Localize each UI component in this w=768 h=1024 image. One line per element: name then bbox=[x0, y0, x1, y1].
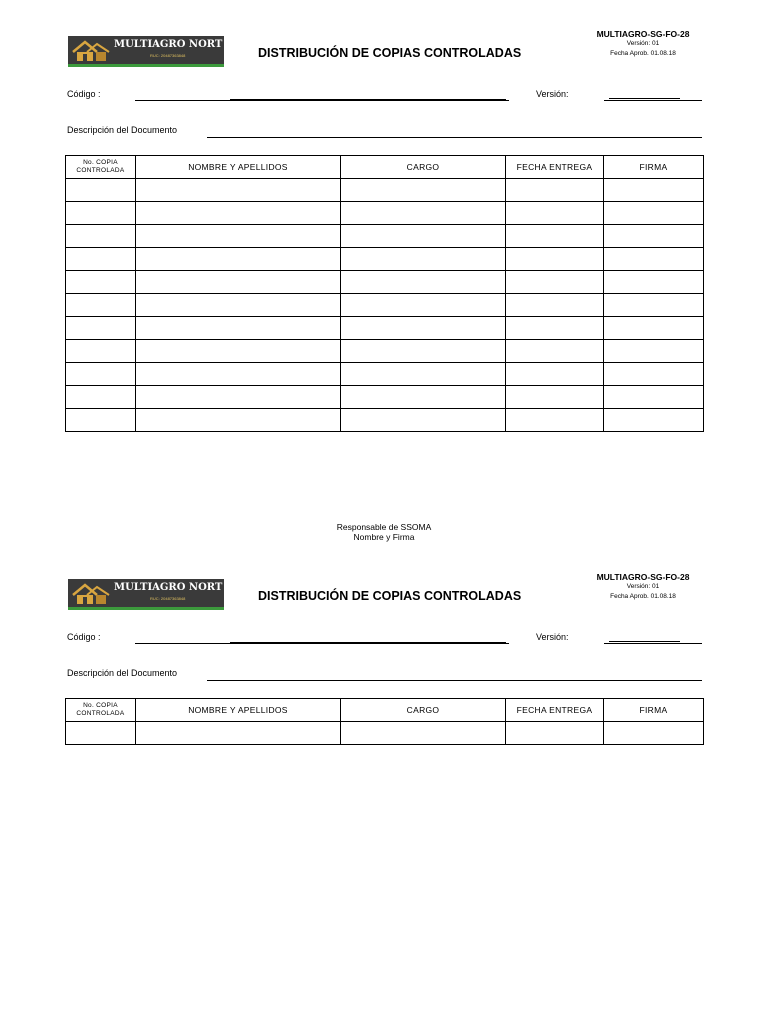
cell-fecha-entrega[interactable] bbox=[506, 386, 604, 409]
cell-fecha-entrega[interactable] bbox=[506, 179, 604, 202]
document-code: MULTIAGRO-SG-FO-28 bbox=[596, 29, 690, 39]
codigo-field-line[interactable] bbox=[135, 100, 509, 101]
cell-cargo[interactable] bbox=[341, 271, 506, 294]
cell-firma[interactable] bbox=[604, 317, 704, 340]
cell-no-copia[interactable] bbox=[66, 202, 136, 225]
cell-nombre[interactable] bbox=[136, 248, 341, 271]
logo-brand-name: MULTIAGRO NORT E.I.R.L. bbox=[114, 582, 255, 593]
table-row bbox=[66, 179, 704, 202]
cell-firma[interactable] bbox=[604, 202, 704, 225]
cell-no-copia[interactable] bbox=[66, 722, 136, 745]
header-nombre: NOMBRE Y APELLIDOS bbox=[136, 156, 341, 179]
cell-firma[interactable] bbox=[604, 248, 704, 271]
cell-nombre[interactable] bbox=[136, 202, 341, 225]
cell-firma[interactable] bbox=[604, 225, 704, 248]
cell-fecha-entrega[interactable] bbox=[506, 202, 604, 225]
table-row bbox=[66, 340, 704, 363]
codigo-label: Código : bbox=[67, 89, 101, 99]
codigo-field-underline bbox=[230, 642, 506, 643]
cell-fecha-entrega[interactable] bbox=[506, 248, 604, 271]
cell-firma[interactable] bbox=[604, 363, 704, 386]
cell-firma[interactable] bbox=[604, 294, 704, 317]
responsible-title: Responsable de SSOMA bbox=[336, 522, 432, 532]
cell-fecha-entrega[interactable] bbox=[506, 722, 604, 745]
cell-cargo[interactable] bbox=[341, 340, 506, 363]
cell-no-copia[interactable] bbox=[66, 409, 136, 432]
cell-no-copia[interactable] bbox=[66, 340, 136, 363]
cell-nombre[interactable] bbox=[136, 294, 341, 317]
cell-no-copia[interactable] bbox=[66, 225, 136, 248]
table-row bbox=[66, 248, 704, 271]
logo-ruc: RUC: 20487363848 bbox=[150, 596, 186, 601]
cell-cargo[interactable] bbox=[341, 722, 506, 745]
distribution-table bbox=[65, 698, 704, 745]
responsible-signature bbox=[284, 522, 484, 542]
header-firma: FIRMA bbox=[604, 156, 704, 179]
cell-cargo[interactable] bbox=[341, 363, 506, 386]
table-row bbox=[66, 386, 704, 409]
table-row bbox=[66, 294, 704, 317]
form-title: DISTRIBUCIÓN DE COPIAS CONTROLADAS bbox=[258, 46, 522, 60]
codigo-field-underline bbox=[230, 99, 506, 100]
cell-nombre[interactable] bbox=[136, 225, 341, 248]
descripcion-label: Descripción del Documento bbox=[67, 125, 178, 135]
version-field-line[interactable] bbox=[604, 643, 702, 644]
cell-cargo[interactable] bbox=[341, 409, 506, 432]
cell-fecha-entrega[interactable] bbox=[506, 271, 604, 294]
version-field-line[interactable] bbox=[604, 100, 702, 101]
descripcion-field-line[interactable] bbox=[207, 680, 702, 681]
cell-cargo[interactable] bbox=[341, 386, 506, 409]
header-no-copia: No. COPIA CONTROLADA bbox=[66, 156, 136, 179]
header-cargo: CARGO bbox=[341, 699, 506, 722]
table-row bbox=[66, 202, 704, 225]
approval-date: Fecha Aprob. 01.08.18 bbox=[610, 593, 676, 600]
cell-cargo[interactable] bbox=[341, 317, 506, 340]
header-cargo: CARGO bbox=[341, 156, 506, 179]
cell-nombre[interactable] bbox=[136, 340, 341, 363]
header-firma: FIRMA bbox=[604, 699, 704, 722]
cell-nombre[interactable] bbox=[136, 722, 341, 745]
cell-fecha-entrega[interactable] bbox=[506, 294, 604, 317]
cell-nombre[interactable] bbox=[136, 179, 341, 202]
codigo-label: Código : bbox=[67, 632, 101, 642]
table-row bbox=[66, 722, 704, 745]
cell-cargo[interactable] bbox=[341, 294, 506, 317]
version-field-underline bbox=[609, 98, 680, 99]
table-header-row bbox=[66, 156, 704, 179]
cell-firma[interactable] bbox=[604, 722, 704, 745]
version-info: Versión: 01 bbox=[626, 40, 660, 47]
cell-no-copia[interactable] bbox=[66, 386, 136, 409]
cell-no-copia[interactable] bbox=[66, 271, 136, 294]
table-row bbox=[66, 363, 704, 386]
cell-fecha-entrega[interactable] bbox=[506, 317, 604, 340]
table-header-row bbox=[66, 699, 704, 722]
logo-ruc: RUC: 20487363848 bbox=[150, 53, 186, 58]
cell-fecha-entrega[interactable] bbox=[506, 409, 604, 432]
cell-firma[interactable] bbox=[604, 179, 704, 202]
cell-no-copia[interactable] bbox=[66, 179, 136, 202]
company-logo bbox=[68, 36, 255, 67]
distribution-table bbox=[65, 155, 704, 432]
cell-fecha-entrega[interactable] bbox=[506, 225, 604, 248]
cell-no-copia[interactable] bbox=[66, 363, 136, 386]
table-row bbox=[66, 317, 704, 340]
logo-brand-name: MULTIAGRO NORT E.I.R.L. bbox=[114, 39, 255, 50]
descripcion-field-line[interactable] bbox=[207, 137, 702, 138]
cell-fecha-entrega[interactable] bbox=[506, 363, 604, 386]
document-meta bbox=[580, 29, 706, 59]
header-no-copia: No. COPIA CONTROLADA bbox=[66, 699, 136, 722]
cell-fecha-entrega[interactable] bbox=[506, 340, 604, 363]
cell-nombre[interactable] bbox=[136, 363, 341, 386]
cell-firma[interactable] bbox=[604, 340, 704, 363]
version-field-underline bbox=[609, 641, 680, 642]
table-row bbox=[66, 271, 704, 294]
cell-no-copia[interactable] bbox=[66, 317, 136, 340]
version-label: Versión: bbox=[536, 632, 569, 642]
codigo-field-line[interactable] bbox=[135, 643, 509, 644]
descripcion-label: Descripción del Documento bbox=[67, 668, 178, 678]
cell-no-copia[interactable] bbox=[66, 248, 136, 271]
cell-firma[interactable] bbox=[604, 409, 704, 432]
cell-cargo[interactable] bbox=[341, 202, 506, 225]
cell-nombre[interactable] bbox=[136, 271, 341, 294]
cell-firma[interactable] bbox=[604, 271, 704, 294]
document-meta bbox=[580, 572, 706, 602]
approval-date: Fecha Aprob. 01.08.18 bbox=[610, 50, 676, 57]
house-icon bbox=[71, 582, 111, 606]
cell-no-copia[interactable] bbox=[66, 294, 136, 317]
cell-cargo[interactable] bbox=[341, 225, 506, 248]
version-info: Versión: 01 bbox=[626, 583, 660, 590]
header-fecha-entrega: FECHA ENTREGA bbox=[506, 156, 604, 179]
cell-nombre[interactable] bbox=[136, 409, 341, 432]
company-logo bbox=[68, 579, 255, 610]
document-code: MULTIAGRO-SG-FO-28 bbox=[596, 572, 690, 582]
cell-nombre[interactable] bbox=[136, 386, 341, 409]
header-fecha-entrega: FECHA ENTREGA bbox=[506, 699, 604, 722]
cell-cargo[interactable] bbox=[341, 179, 506, 202]
house-icon bbox=[71, 39, 111, 63]
header-nombre: NOMBRE Y APELLIDOS bbox=[136, 699, 341, 722]
version-label: Versión: bbox=[536, 89, 569, 99]
cell-cargo[interactable] bbox=[341, 248, 506, 271]
table-row bbox=[66, 225, 704, 248]
cell-nombre[interactable] bbox=[136, 317, 341, 340]
responsible-subtitle: Nombre y Firma bbox=[353, 532, 415, 542]
cell-firma[interactable] bbox=[604, 386, 704, 409]
table-row bbox=[66, 409, 704, 432]
form-title: DISTRIBUCIÓN DE COPIAS CONTROLADAS bbox=[258, 589, 522, 603]
